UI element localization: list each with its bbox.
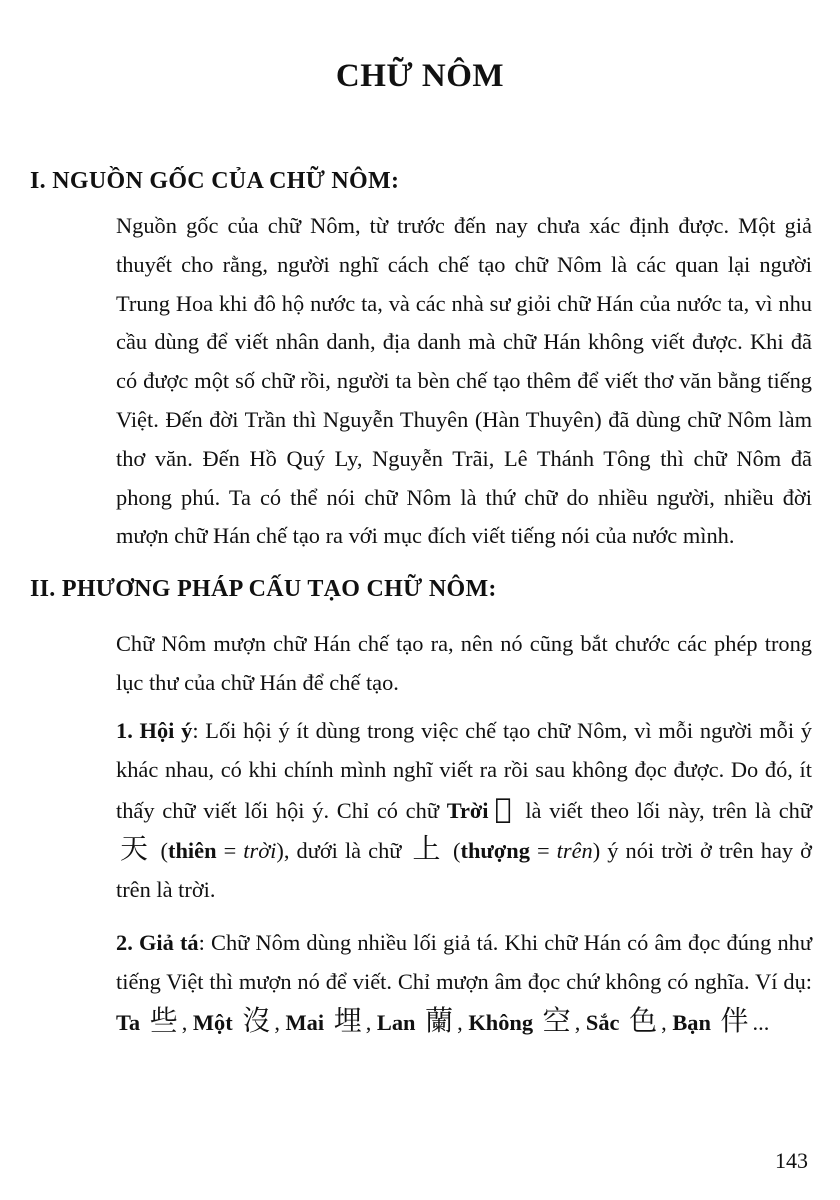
thien-han-char: 天: [120, 832, 150, 866]
example-word: Lan: [376, 1009, 416, 1035]
thuong-word: thượng: [460, 838, 530, 864]
separator: ,: [661, 1009, 673, 1035]
hoi-y-text-3: ), dưới là chữ: [276, 838, 409, 864]
example-word: Bạn: [672, 1009, 711, 1035]
example-char: 沒: [242, 1003, 271, 1037]
page-number: 143: [775, 1148, 808, 1173]
hoi-y-text-2: là viết theo lối này, trên là chữ: [517, 797, 812, 823]
equals-sign-2: =: [529, 838, 557, 864]
example-word: Không: [468, 1009, 534, 1035]
paren-open-2: (: [445, 838, 461, 864]
gia-ta-examples: [116, 1003, 770, 1037]
hoi-y-label: 1. Hội ý: [116, 718, 193, 743]
thien-word: thiên: [168, 838, 217, 864]
page-title: CHỮ NÔM: [335, 58, 505, 94]
example-word: Sắc: [585, 1009, 620, 1035]
hoi-y-text-1: : Lối hội ý ít dùng trong việc chế tạo chữ Nôm, vì mỗi người mỗi ý khác nhau, có khi chính mình nghĩ viết ra rồi sau không đọc được. Do đó, ít thấy chữ viết lối hội ý. Chỉ có chữ: [116, 718, 812, 823]
paragraph-hoi-y: [30, 712, 812, 910]
example-char: 蘭: [425, 1003, 454, 1037]
troi-italic: trời: [243, 838, 277, 864]
paragraph-gia-ta: [30, 924, 812, 1042]
example-char: 些: [149, 1003, 178, 1037]
section-heading-origin: I. NGUỒN GỐC CỦA CHỮ NÔM:: [30, 168, 400, 194]
tren-italic: trên: [556, 838, 593, 864]
example-char: 空: [542, 1003, 571, 1037]
thuong-han-char: 上: [412, 832, 442, 866]
separator: ,: [457, 1009, 469, 1035]
equals-sign: =: [216, 838, 244, 864]
troi-word: Trời: [446, 797, 489, 823]
section-heading-method: II. PHƯƠNG PHÁP CẤU TẠO CHỮ NÔM:: [30, 576, 497, 602]
hoi-y-text-4: ) ý nói trời ở trên hay ở trên là trời.: [116, 838, 812, 903]
gia-ta-text-1: : Chữ Nôm dùng nhiều lối giả tá. Khi chữ Hán có âm đọc đúng như tiếng Việt thì mượn nó để viết. Chỉ mượn âm đọc chứ không có nghĩa. Ví dụ:: [116, 930, 812, 994]
separator: ,: [574, 1009, 586, 1035]
example-char: 色: [629, 1003, 658, 1037]
troi-nom-char: 𡗶: [492, 791, 514, 825]
gia-ta-label: 2. Giả tá: [116, 930, 199, 955]
example-word: Mai: [285, 1009, 325, 1035]
example-char: 埋: [333, 1003, 362, 1037]
example-word: Một: [192, 1009, 233, 1035]
example-char: 伴: [720, 1003, 749, 1037]
example-word: Ta: [116, 1009, 141, 1035]
ellipsis: ...: [752, 1009, 770, 1035]
paragraph-origin: Nguồn gốc của chữ Nôm, từ trước đến nay chưa xác định được. Một giả thuyết cho rằng, người nghĩ cách chế tạo chữ Nôm là các quan lại người Trung Hoa khi đô hộ nước ta, và các nhà sư giỏi chữ Hán của nước ta, vì nhu cầu dùng để viết nhân danh, địa danh mà chữ Hán không viết được. Khi đã có được một số chữ rồi, người ta bèn chế tạo thêm để viết thơ văn bằng tiếng Việt. Đến đời Trần thì Nguyễn Thuyên (Hàn Thuyên) đã dùng chữ Nôm làm thơ văn. Đến Hồ Quý Ly, Nguyễn Trãi, Lê Thánh Tông thì chữ Nôm đã phong phú. Ta có thể nói chữ Nôm là thứ chữ do nhiều người, nhiều đời mượn chữ Hán chế tạo ra với mục đích viết tiếng nói của nước mình.: [116, 213, 812, 549]
paren-open: (: [153, 838, 168, 864]
separator: ,: [181, 1009, 193, 1035]
separator: ,: [365, 1009, 377, 1035]
paragraph-method-intro: Chữ Nôm mượn chữ Hán chế tạo ra, nên nó cũng bắt chước các phép trong lục thư của chữ Hán để chế tạo.: [116, 631, 812, 695]
separator: ,: [274, 1009, 286, 1035]
